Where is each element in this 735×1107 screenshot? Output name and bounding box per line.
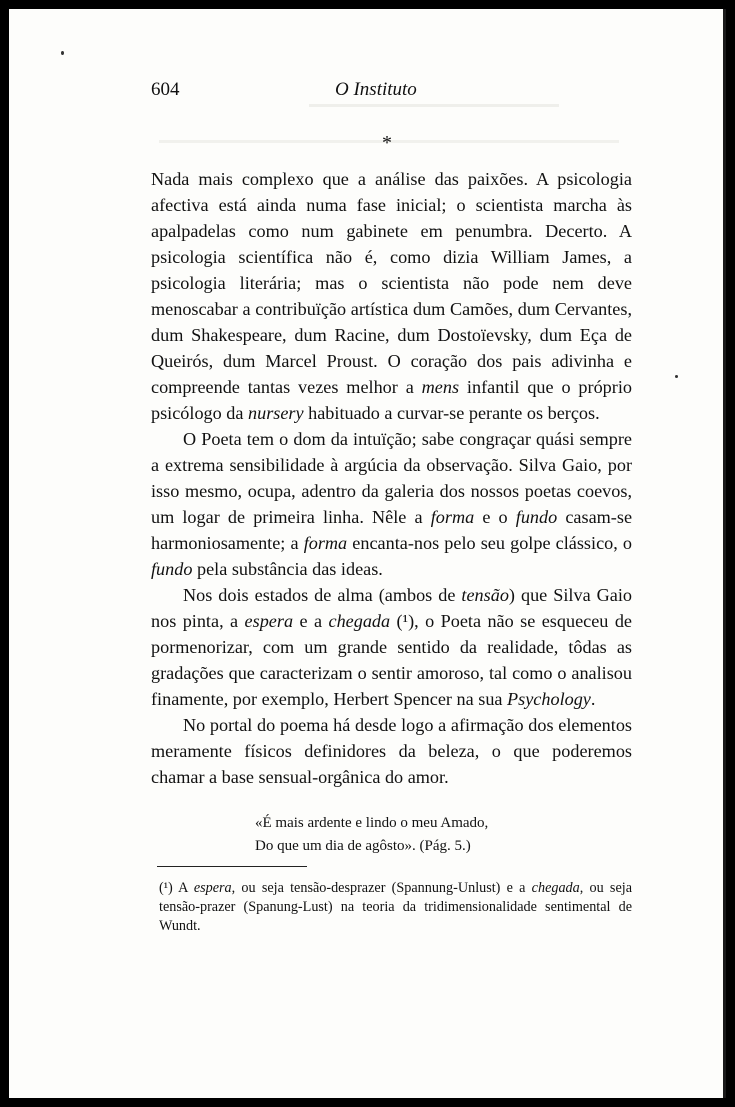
running-title: O Instituto: [335, 79, 417, 100]
emphasis: nursery: [248, 403, 304, 423]
footnote: (¹) A espera, ou seja tensão-desprazer (Spannung-Unlust) e a chegada, ou seja tensão-prazer (Spanung-Lust) na teoria da tridimensionalidade sentimental de Wundt.: [159, 880, 632, 934]
emphasis: fundo: [515, 507, 558, 527]
section-separator: *: [382, 132, 392, 154]
quote-line: Do que um dia de agôsto». (Pág. 5.): [255, 838, 471, 854]
emphasis: tensão: [461, 585, 509, 605]
paragraph: Nos dois estados de alma (ambos de tensão) que Silva Gaio nos pinta, a espera e a chegada (¹), o Poeta não se esqueceu de pormenorizar, com um grande sentido da realidade, tôdas as gradações que caracterizam o sentir amoroso, tal como o analisou finamente, por exemplo, Herbert Spencer na sua Psychology.: [151, 585, 632, 709]
emphasis: chegada: [531, 880, 580, 896]
emphasis: fundo: [151, 559, 193, 579]
dust-speck: [675, 375, 678, 378]
body-text: [151, 166, 632, 790]
quotation: [255, 812, 635, 858]
paragraph: Nada mais complexo que a análise das paixões. A psicologia afectiva está ainda numa fase inicial; o scientista marcha às apalpadelas como num gabinete em penumbra. Decerto. A psicologia scientífica não é, como dizia William James, a psicologia literária; mas o scientista não pode nem deve menoscabar a contribuïção artística dum Camões, dum Cervantes, dum Shakespeare, dum Racine, dum Dostoïevsky, dum Eça de Queirós, dum Marcel Proust. O coração dos pais adivinha e compreende tantas vezes melhor a mens infantil que o próprio psicólogo da nursery habituado a curvar-se perante os berços.: [151, 169, 632, 423]
page-header: [151, 79, 628, 105]
emphasis: forma: [430, 507, 475, 527]
emphasis: forma: [303, 533, 348, 553]
paragraph: O Poeta tem o dom da intuïção; sabe congraçar quási sempre a extrema sensibilidade à argúcia da observação. Silva Gaio, por isso mesmo, ocupa, adentro da galeria dos nossos poetas coevos, um logar de primeira linha. Nêle a forma e o fundo casam-se harmoniosamente; a forma encanta-nos pelo seu golpe clássico, o fundo pela substância das ideas.: [151, 429, 633, 579]
emphasis: espera: [244, 611, 294, 631]
paragraph: No portal do poema há desde logo a afirmação dos elementos meramente físicos definidores da beleza, o que poderemos chamar a base sensual-orgânica do amor.: [151, 715, 632, 787]
emphasis: espera: [193, 880, 232, 896]
quote-line: «É mais ardente e lindo o meu Amado,: [255, 815, 489, 831]
emphasis: mens: [421, 377, 460, 397]
emphasis: chegada: [328, 611, 391, 631]
page-number: 604: [151, 79, 180, 100]
dust-speck: [61, 51, 64, 55]
emphasis: Psychology: [507, 689, 591, 709]
footnote-rule: [157, 866, 307, 867]
book-page: [9, 9, 726, 1098]
